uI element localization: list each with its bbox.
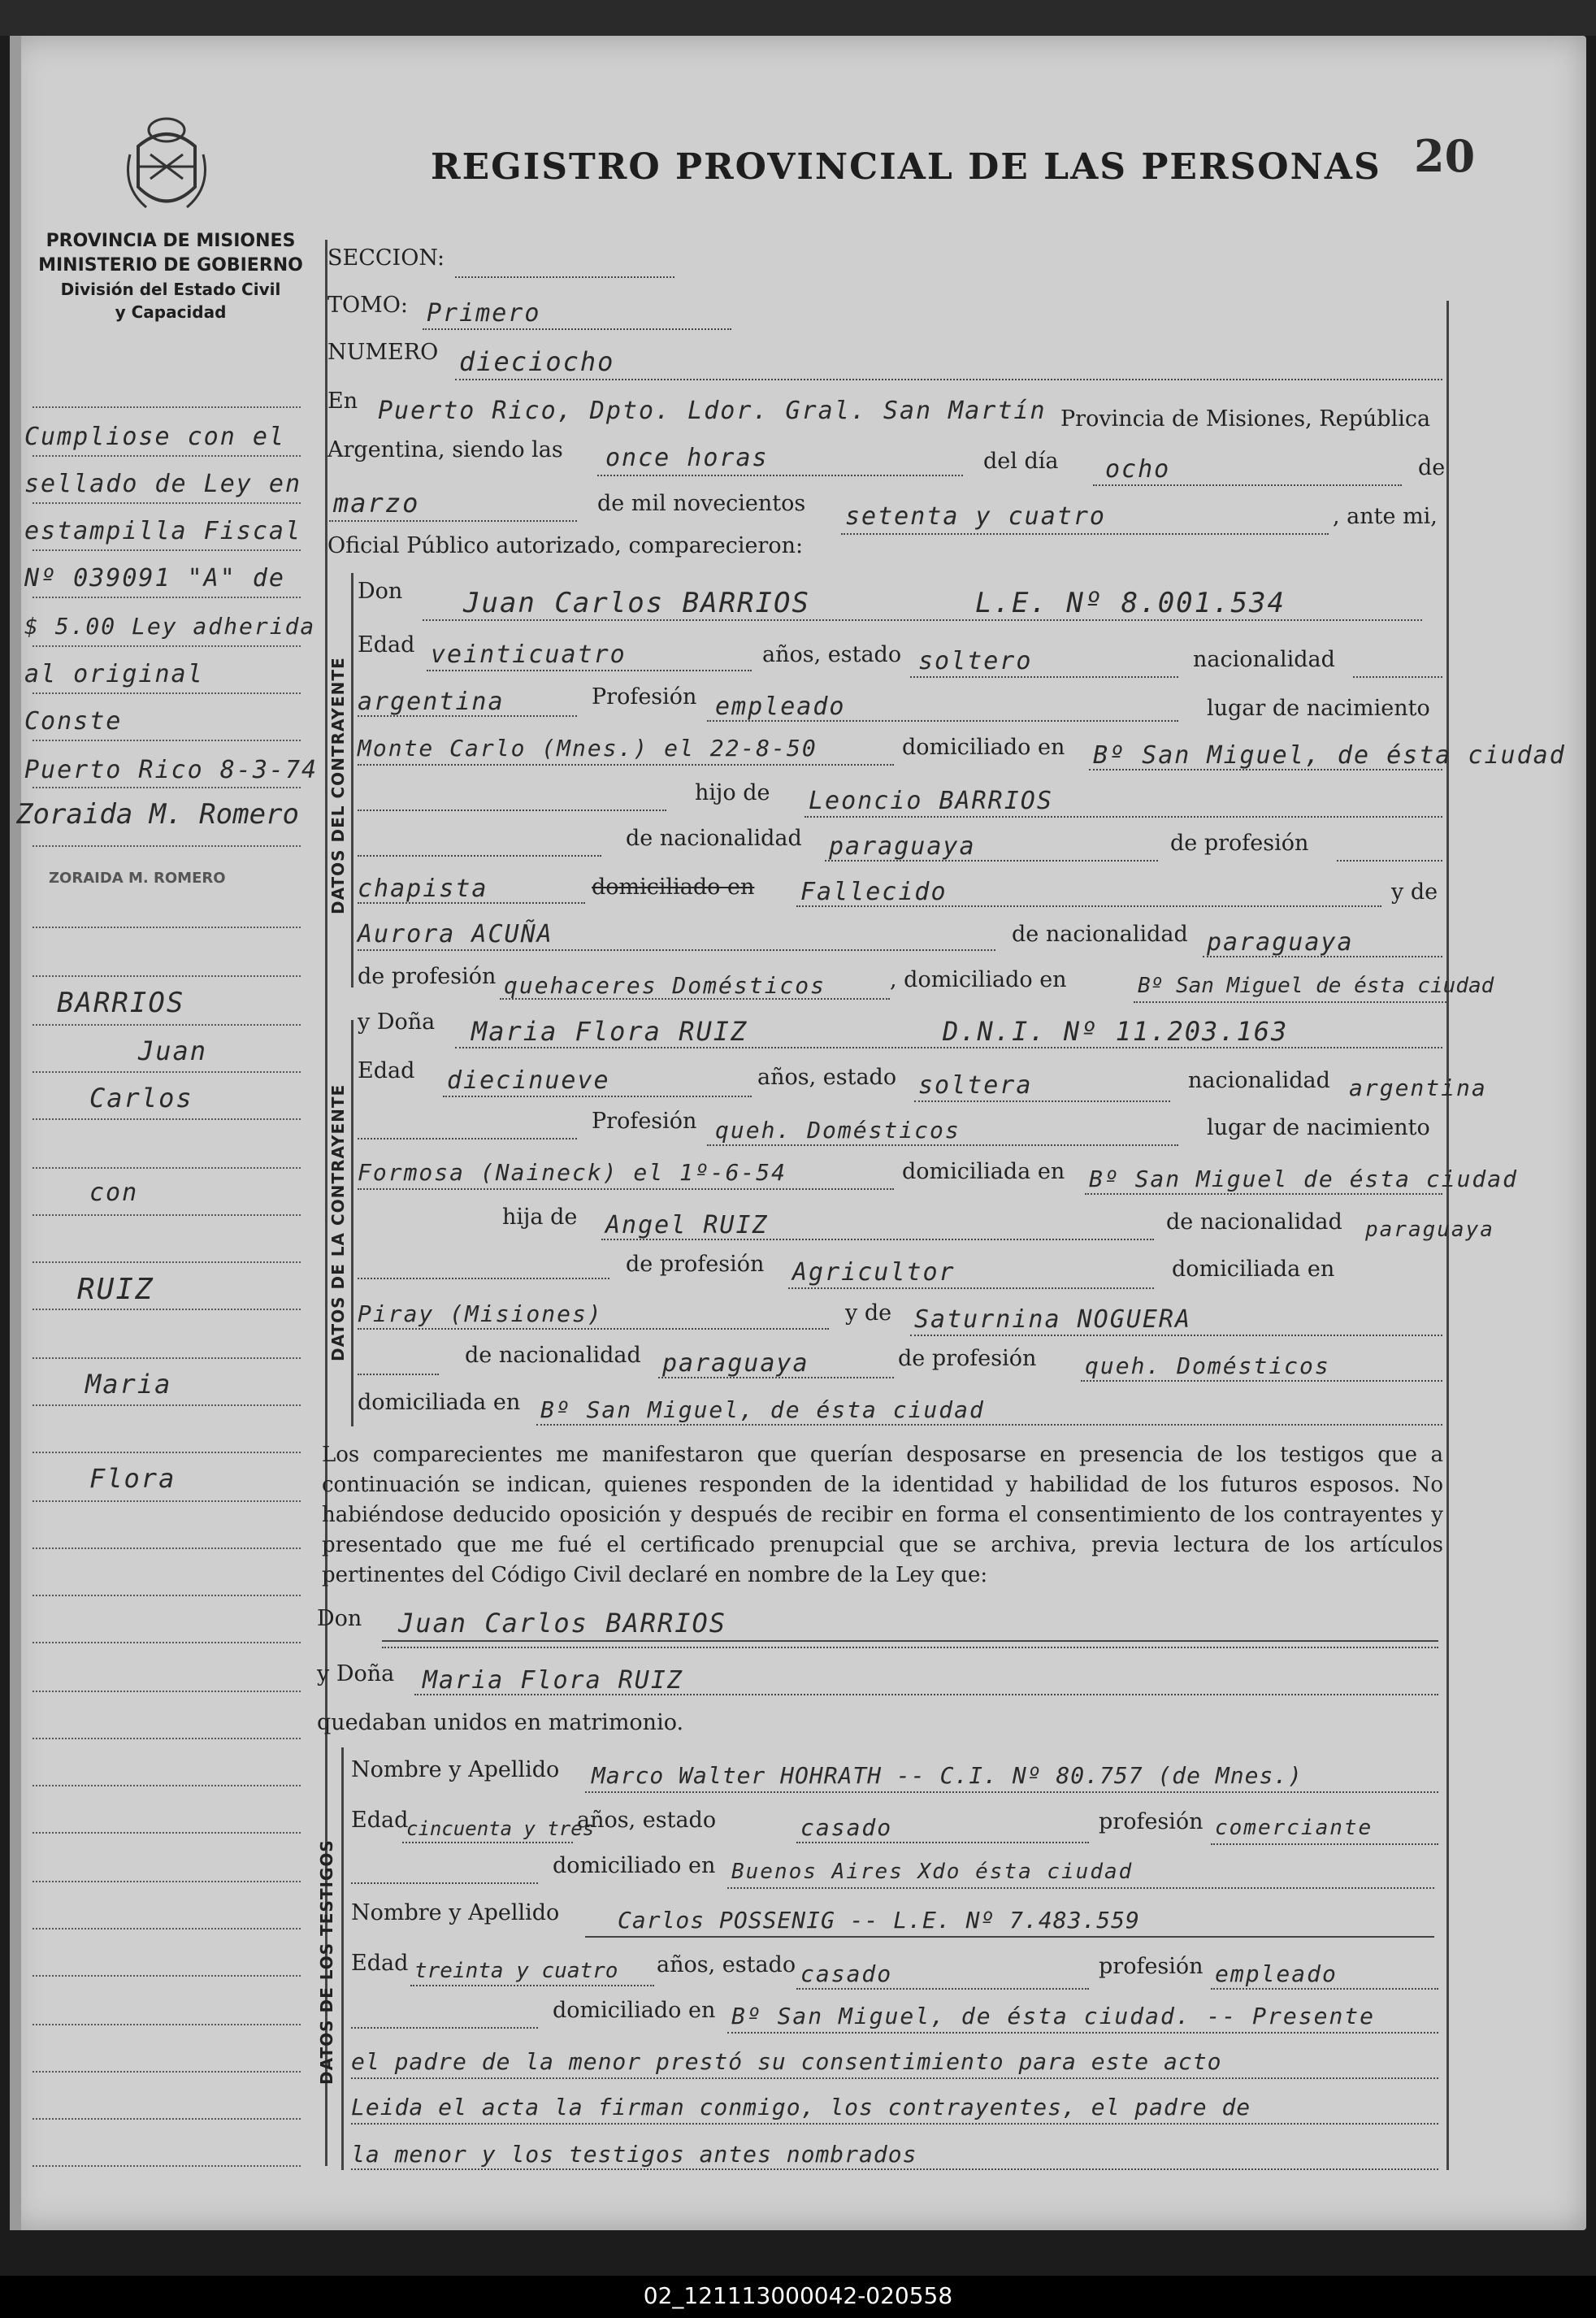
nota-line-1: el padre de la menor prestó su consentimiento para este acto [351,2048,1222,2075]
domiciliada-label: domiciliada en [902,1159,1065,1184]
t1-profesion: comerciante [1215,1816,1373,1840]
padre-domicilio-line-2 [358,1328,829,1330]
madre-dom-label: , domiciliado en [890,967,1067,992]
t2-domiciliado-label: domiciliado en [553,1998,716,2023]
margin-rule [33,1118,301,1120]
madre-nac-label: de nacionalidad [1012,922,1188,947]
nota-rule-1 [351,2077,1438,2079]
madre-prof-line [500,998,890,1000]
hija-label: hija de [502,1205,578,1230]
del-dia-label: del día [983,449,1059,474]
margin-rule [33,1500,301,1502]
argentina-text: Argentina, siendo las [327,437,563,462]
t2-estado: casado [800,1960,893,1987]
margin-rule [33,597,301,598]
contrayente-nombre: Juan Carlos BARRIOS [463,587,810,619]
t1-edad-line [402,1842,573,1843]
domicilio-line-3 [1085,1193,1442,1195]
margin-rule [33,2165,301,2167]
margin-name-2: Juan [138,1035,208,1066]
margin-rule [33,845,301,847]
madre-nac-lead-line-2 [358,1374,439,1375]
t1-estado: casado [800,1814,893,1841]
padre-line-2 [601,1239,1154,1240]
footer-id: 02_121113000042-020558 [643,2282,953,2309]
madre-line [358,949,995,951]
margin-rule [33,975,301,977]
nacionalidad-line [1353,676,1442,678]
padre-nac-line [825,860,1158,862]
tomo-value: Primero [427,299,541,328]
en-value: Puerto Rico, Dpto. Ldor. Gral. San Martín [378,397,1047,425]
contrayenta-side-label: DATOS DE LA CONTRAYENTE [328,1083,348,1361]
t1-nombre-line [585,1791,1438,1793]
contrayenta-nacionalidad: argentina [1349,1074,1487,1101]
hijo-label: hijo de [695,780,770,805]
margin-rule [33,2118,301,2120]
margin-rule [33,645,301,647]
page-number: 20 [1414,130,1476,182]
margin-name-4: con [89,1179,139,1207]
lugar-line [358,764,894,766]
decl-don-line [382,1640,1438,1642]
contrayenta-estado: soltera [918,1071,1033,1100]
margin-note-6: al original [24,660,204,688]
margin-signature: Zoraida M. Romero [16,798,299,831]
t2-nombre-label: Nombre y Apellido [351,1900,560,1925]
t2-profesion-line [1211,1988,1438,1990]
profesion-line-2 [707,1144,1178,1146]
contrayente-edad: veinticuatro [431,640,627,669]
en-label: En [327,389,358,414]
madre-domicilio-line [1134,1001,1446,1003]
contrayente-padre-prof: chapista [358,875,488,903]
dia-value: ocho [1105,455,1171,484]
margin-rule [33,1357,301,1359]
de-nac-label: de nacionalidad [626,826,802,851]
decl-don-line-2 [382,1647,1438,1648]
margin-rule [33,1261,301,1263]
decl-closing: quedaban unidos en matrimonio. [317,1710,684,1735]
don-line [423,619,1422,621]
margin-rule [33,1309,301,1310]
de-prof-label-2: de profesión [626,1252,765,1277]
contrayenta-nombre: Maria Flora RUIZ [471,1016,748,1047]
margin-rule [33,1975,301,1977]
madre-line-2 [910,1335,1442,1336]
contrayente-side-label: DATOS DEL CONTRAYENTE [328,657,348,914]
padre-nac-lead-line [358,855,601,857]
anio-value: setenta y cuatro [845,502,1106,531]
madre-prof-line-2 [1081,1380,1442,1382]
testigos-side-label: DATOS DE LOS TESTIGOS [317,1839,336,2085]
contrayenta-madre-domicilio: Bº San Miguel, de ésta ciudad [540,1396,985,1423]
t1-profesion-label: profesión [1099,1809,1204,1834]
numero-value: dieciocho [459,346,615,377]
profesion-line [707,720,1178,722]
decl-don-label: Don [317,1606,362,1631]
margin-note-5: $ 5.00 Ley adherida [24,613,316,640]
margin-rule [33,502,301,504]
tomo-label: TOMO: [327,293,409,318]
t1-profesion-line [1211,1843,1438,1845]
lugar-label-2: lugar de nacimiento [1207,1115,1430,1140]
t2-profesion-label: profesión [1099,1954,1204,1979]
t1-domicilio-line [727,1887,1434,1889]
tomo-line [423,328,731,330]
contrayente-lugar: Monte Carlo (Mnes.) el 22-8-50 [358,735,818,762]
edad-label: Edad [358,632,415,658]
dona-label: y Doña [358,1009,436,1035]
t2-domicilio-line [727,2032,1438,2034]
t1-edad: cincuenta y tres [406,1817,595,1840]
madre-nac-label-2: de nacionalidad [465,1343,641,1368]
margin-rule [33,2071,301,2073]
contrayente-documento: L.E. Nº 8.001.534 [975,587,1286,619]
de-mil-label: de mil novecientos [597,491,806,516]
estado-line-2 [914,1100,1170,1102]
madre-prof-label-2: de profesión [898,1346,1037,1371]
margin-rule [33,1595,301,1596]
margin-rule [33,1548,301,1549]
t2-dom-lead-line [351,2027,538,2029]
margin-stamp: ZORAIDA M. ROMERO [49,870,226,887]
anio-line [841,533,1329,535]
agency-line-1: PROVINCIA DE MISIONES [46,231,296,251]
nac-line-2 [358,715,577,717]
contrayente-nacionalidad: argentina [358,688,505,716]
de-nac-label-2: de nacionalidad [1166,1209,1342,1235]
domicilio-line-2 [358,810,666,811]
seccion-line [455,276,674,278]
t2-estado-line [796,1988,1089,1990]
decl-dona-label: y Doña [317,1661,395,1686]
decl-dona-line [414,1694,1438,1695]
contrayente-madre: Aurora ACUÑA [358,920,553,948]
t2-nombre-line [585,1936,1434,1938]
page-title: REGISTRO PROVINCIAL DE LAS PERSONAS [431,146,1381,188]
t1-anos-estado-label: años, estado [577,1808,717,1833]
profesion-label: Profesión [592,684,697,710]
margin-rule [33,1214,301,1216]
edad-line-2 [443,1096,752,1097]
madre-nac-line-2 [658,1377,894,1378]
t2-anos-estado-label: años, estado [657,1952,796,1977]
contrayenta-padre-domicilio: Piray (Misiones) [358,1300,603,1327]
margin-rule [33,455,301,457]
margin-rule [33,1404,301,1406]
t1-domiciliado-label: domiciliado en [553,1853,716,1878]
contrayenta-profesion: queh. Domésticos [715,1117,961,1144]
anos-estado-label: años, estado [762,642,902,667]
t1-nombre-label: Nombre y Apellido [351,1757,560,1782]
profesion-label-2: Profesión [592,1109,697,1134]
contrayente-madre-nac: paraguaya [1207,928,1354,957]
nota-rule-2 [351,2123,1438,2125]
dia-line [1093,484,1402,486]
t1-estado-line [796,1842,1089,1843]
margin-rule [33,1642,301,1643]
madre-dom-label-2: domiciliada en [358,1390,521,1415]
lugar-label: lugar de nacimiento [1207,696,1430,721]
numero-label: NUMERO [327,340,439,365]
testigos-bracket [341,1747,344,2170]
margin-rule [33,1024,301,1026]
contrayenta-bracket [351,1020,353,1426]
madre-nac-line [1203,956,1442,957]
margin-name-7: Flora [89,1463,176,1494]
contrayente-domicilio: Bº San Miguel, de ésta ciudad [1093,741,1566,770]
margin-name-5: RUIZ [77,1273,154,1306]
contrayenta-padre-prof: Agricultor [792,1258,956,1287]
lugar-line-2 [358,1188,894,1190]
margin-rule [33,1785,301,1786]
margin-note-3: estampilla Fiscal [24,517,302,545]
t2-edad-line [410,1985,654,1986]
padre-prof-line-2 [788,1287,1154,1289]
domiciliado-label: domiciliado en [902,735,1065,760]
t1-dom-lead-line [351,1882,538,1884]
decl-don-value: Juan Carlos BARRIOS [398,1608,727,1639]
margin-rule [33,1071,301,1073]
contrayente-padre: Leoncio BARRIOS [809,787,1053,815]
book-edge [0,0,1596,36]
anos-estado-label-2: años, estado [757,1065,897,1090]
dona-line [455,1047,1442,1048]
t1-domicilio: Buenos Aires Xdo ésta ciudad [731,1860,1134,1884]
seccion-label: SECCION: [327,245,445,271]
nota-rule-3 [351,2168,1438,2170]
contrayente-bracket [351,573,353,988]
margin-rule [33,1691,301,1692]
domicilio-line [1089,769,1442,770]
t1-edad-label: Edad [351,1808,409,1833]
contrayente-padre-nac: paraguaya [829,832,976,861]
margin-rule [33,787,301,788]
mes-value: marzo [333,488,420,519]
contrayenta-padre-nac: paraguaya [1365,1218,1494,1242]
contrayente-profesion: empleado [715,692,846,721]
margin-rule [33,406,301,408]
contrayenta-domicilio: Bº San Miguel de ésta ciudad [1089,1166,1519,1192]
margin-note-1: Cumpliose con el [24,423,285,451]
y-de-label-2: y de [845,1300,892,1326]
contrayenta-padre: Angel RUIZ [605,1211,769,1239]
margin-rule [33,927,301,928]
margin-rule [33,740,301,741]
margin-rule [33,1881,301,1882]
contrayente-madre-domicilio: Bº San Miguel de ésta ciudad [1138,974,1494,998]
margin-note-8: Puerto Rico 8-3-74 [24,756,319,784]
contrayente-estado: soltero [918,647,1033,675]
edad-label-2: Edad [358,1058,415,1083]
agency-line-4: y Capacidad [115,302,227,322]
padre-line [805,816,1442,818]
ante-mi-label: , ante mi, [1333,504,1438,529]
agency-line-2: MINISTERIO DE GOBIERNO [38,255,303,276]
decl-dona-value: Maria Flora RUIZ [423,1666,683,1695]
margin-rule [33,1452,301,1453]
margin-note-4: Nº 039091 "A" de [24,564,285,593]
page-spine [10,36,21,2230]
de-label: de [1418,455,1446,480]
margin-name-1: BARRIOS [57,987,185,1019]
hora-value: once horas [605,444,769,472]
margin-rule [33,549,301,551]
margin-name-6: Maria [85,1369,172,1400]
padre-prof-lead-line [1337,860,1442,862]
margin-note-2: sellado de Ley en [24,470,302,498]
contrayenta-madre-prof: queh. Domésticos [1085,1352,1330,1379]
contrayenta-madre-nac: paraguaya [662,1349,809,1378]
nacionalidad-label: nacionalidad [1193,647,1335,672]
t2-edad-label: Edad [351,1951,409,1976]
oficial-text: Oficial Público autorizado, comparecieron: [327,533,804,558]
contrayenta-edad: diecinueve [447,1066,610,1095]
margin-rule [33,1832,301,1834]
t1-nombre: Marco Walter HOHRATH -- C.I. Nº 80.757 (de Mnes.) [592,1762,1303,1789]
padre-domicilio-tachado: domiciliado en [592,875,755,900]
numero-line [455,379,1442,380]
provincia-text: Provincia de Misiones, República [1060,406,1431,432]
margin-rule [33,1738,301,1739]
margin-rule [33,1167,301,1169]
madre-domicilio-line-2 [536,1424,1442,1426]
agency-block [33,229,309,323]
contrayenta-lugar: Formosa (Naineck) el 1º-6-54 [358,1159,787,1186]
padre-nac-lead-line-2 [358,1278,609,1279]
agency-line-3: División del Estado Civil [60,280,281,299]
nacionalidad-label-2: nacionalidad [1188,1068,1330,1093]
padre-estado-line [796,905,1381,907]
t2-nombre: Carlos POSSENIG -- L.E. Nº 7.483.559 [618,1907,1140,1934]
declaracion-paragraph: Los comparecientes me manifestaron que querían desposarse en presencia de los testigos que a continuación se indican, quienes responden de la identidad y habilidad de los futuros esposos. No habiéndose deducido oposición y después de recibir en forma el consentimiento de los contrayentes y presentado que me fué el certificado prenupcial que se archiva, previa lectura de los artículos pertinentes del Código Civil declaré en nombre de la Ley que: [322,1443,1443,1587]
contrayenta-documento: D.N.I. Nº 11.203.163 [943,1016,1289,1047]
edad-line [427,670,752,671]
margin-rule [33,1928,301,1929]
margin-rule [33,2024,301,2025]
y-de-label: y de [1391,879,1438,905]
mes-line [329,520,577,522]
contrayenta-madre: Saturnina NOGUERA [914,1305,1192,1334]
margin-note-7: Conste [24,707,123,736]
t2-domicilio: Bº San Miguel, de ésta ciudad. -- Presente [731,2003,1376,2029]
contrayente-madre-prof: quehaceres Domésticos [504,972,826,999]
nac-line-3 [358,1138,577,1139]
don-label: Don [358,579,403,604]
estado-line [910,676,1178,678]
hora-line [597,475,963,476]
t2-profesion: empleado [1215,1960,1338,1987]
margin-rule [33,692,301,694]
coat-of-arms-icon [122,98,211,219]
padre-prof-line [358,902,585,904]
margin-name-3: Carlos [89,1083,193,1113]
de-prof-label: de profesión [1170,831,1309,856]
contrayente-padre-estado: Fallecido [800,878,948,906]
nota-line-3: la menor y los testigos antes nombrados [351,2141,917,2168]
madre-prof-label: de profesión [358,964,497,989]
nota-line-2: Leida el acta la firman conmigo, los contrayentes, el padre de [351,2094,1251,2120]
padre-dom-label-2: domiciliada en [1172,1257,1335,1282]
t2-edad: treinta y cuatro [414,1959,618,1983]
